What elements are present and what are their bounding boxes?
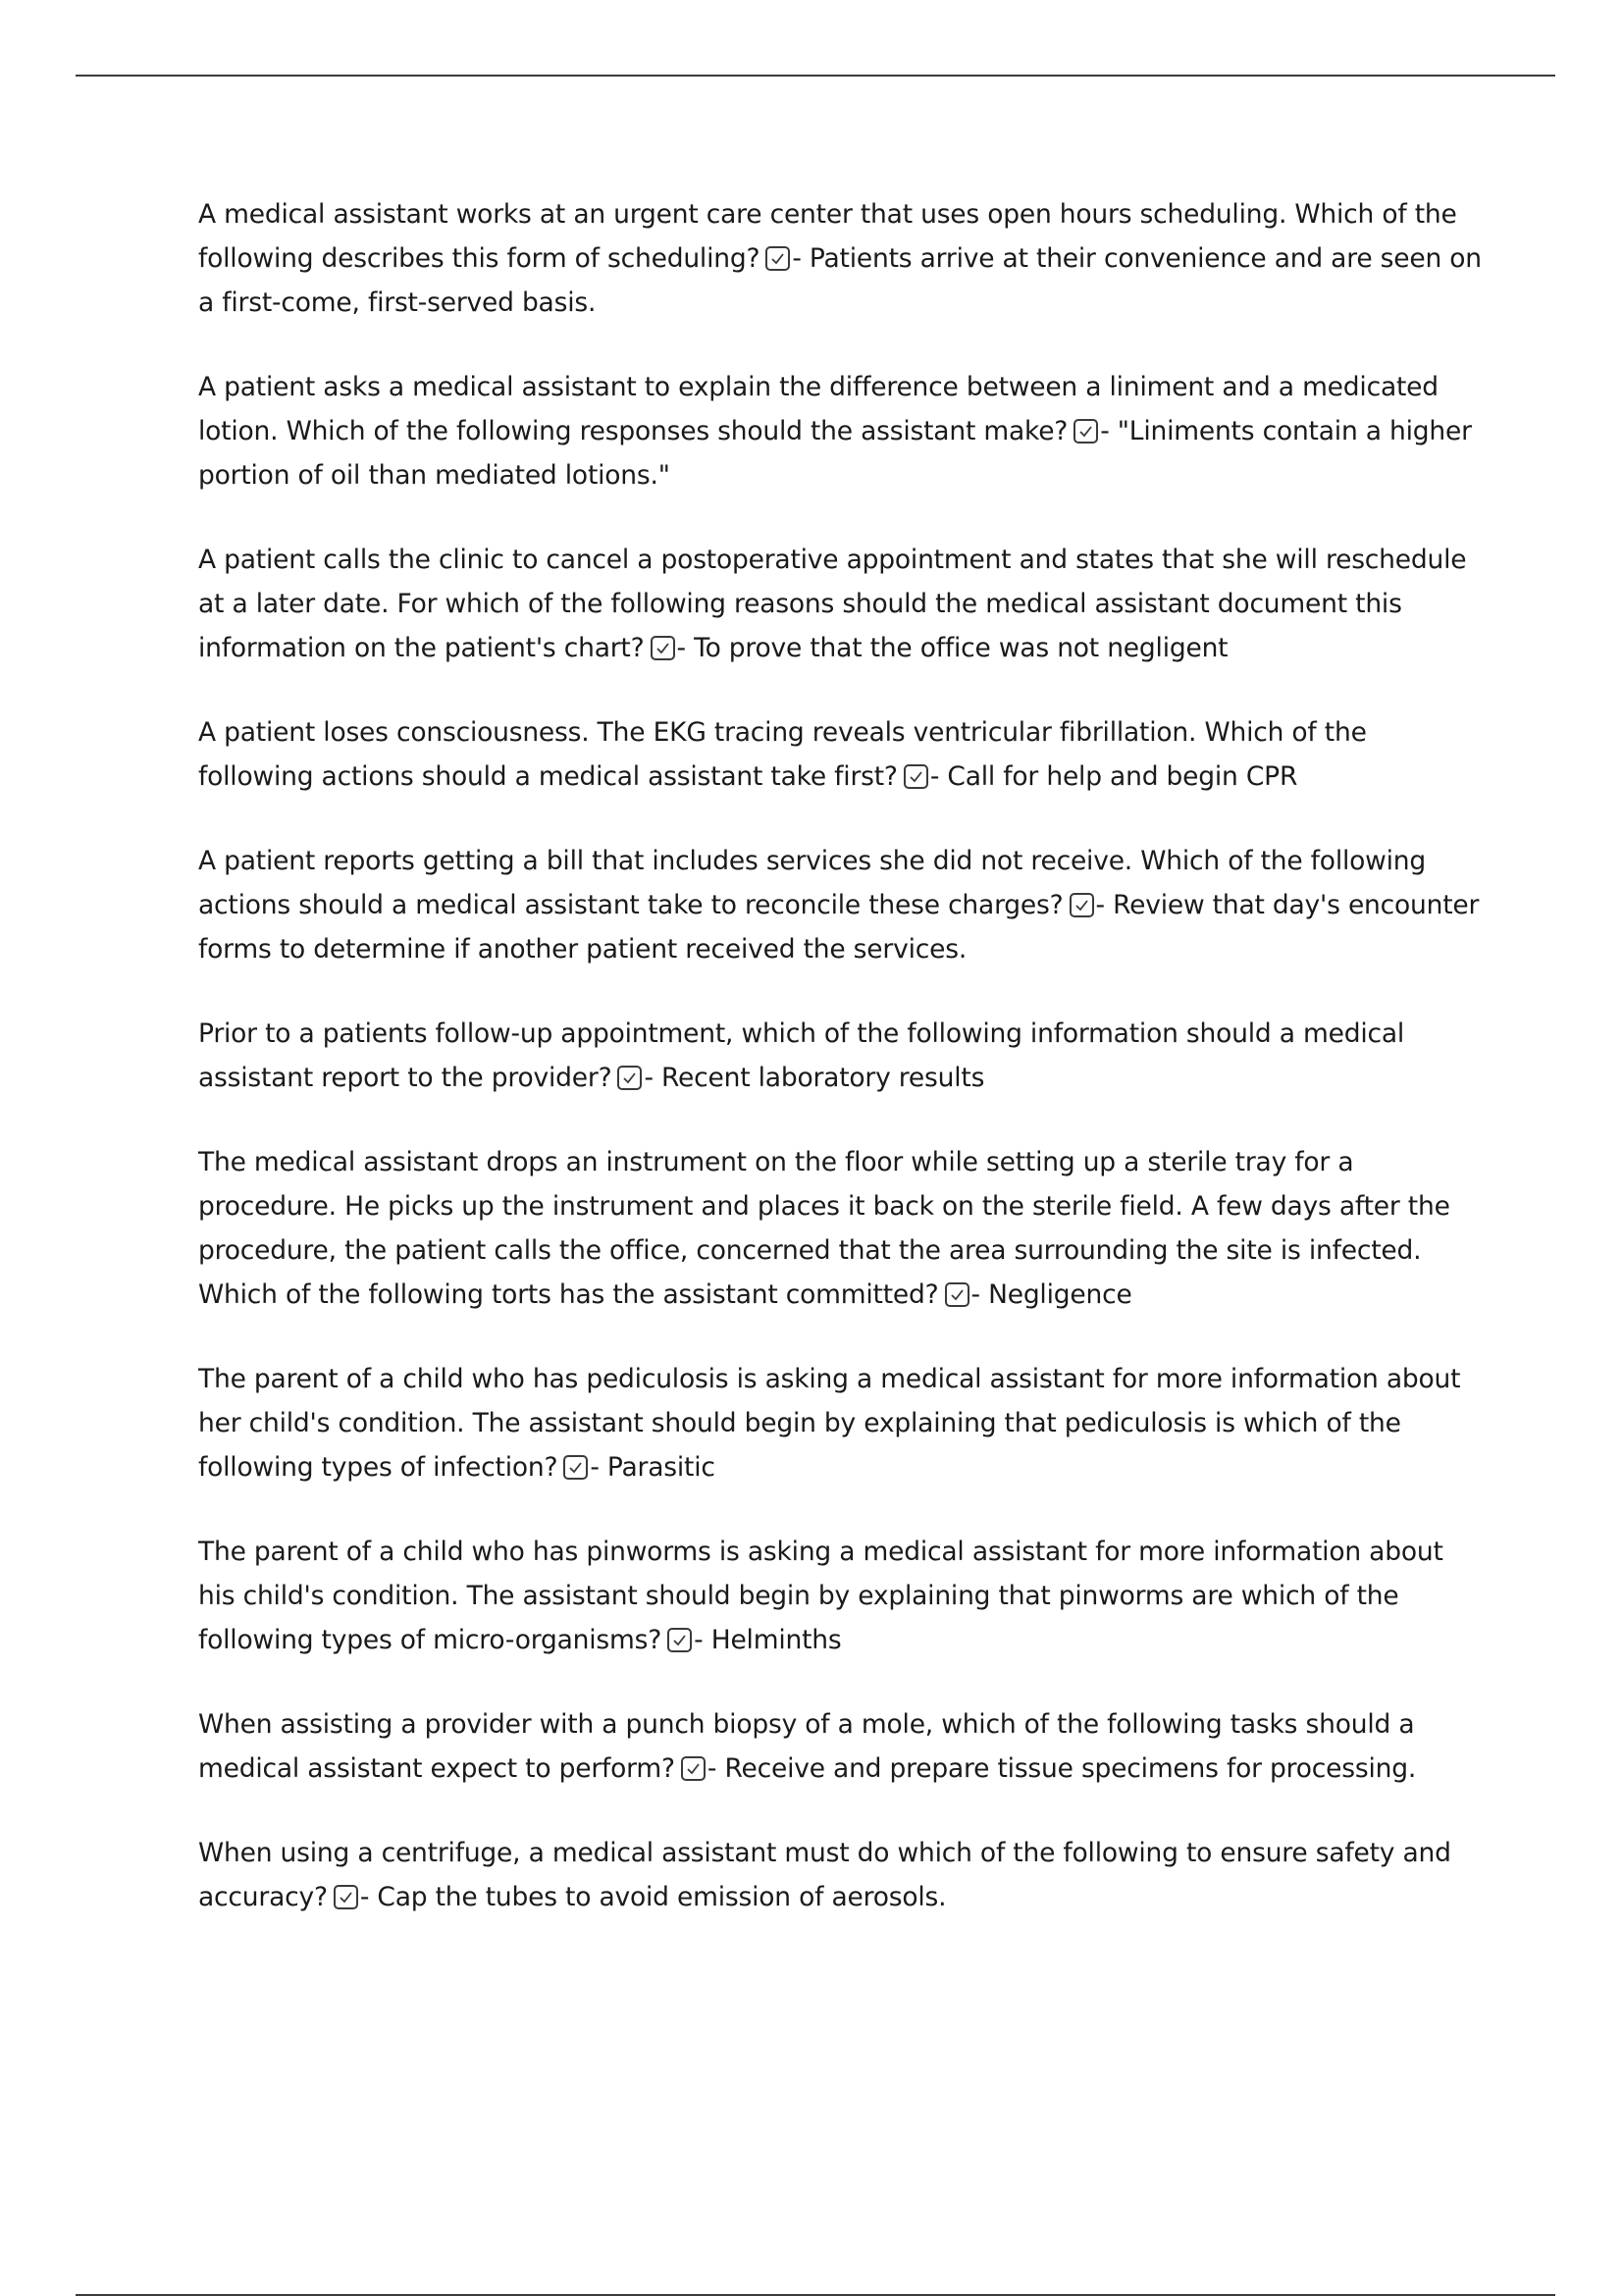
qa-item bbox=[198, 538, 1484, 670]
qa-item bbox=[198, 1831, 1484, 1919]
question-text: When assisting a provider with a punch biopsy of a mole, which of the following tasks should a medical assistant expect to perform? bbox=[198, 1709, 1415, 1784]
answer-text: - Cap the tubes to avoid emission of aerosols. bbox=[359, 1882, 947, 1912]
checkbox-checked-icon bbox=[617, 1066, 642, 1090]
qa-item bbox=[198, 839, 1484, 971]
question-text: Prior to a patients follow-up appointment, which of the following information should a medical assistant report to the provider? bbox=[198, 1018, 1405, 1093]
checkbox-checked-icon bbox=[904, 764, 928, 789]
answer-text: - Negligence bbox=[970, 1279, 1132, 1310]
question-text: The parent of a child who has pinworms is asking a medical assistant for more information about his child's condition. The assistant should begin by explaining that pinworms are which of the following types of micro-organisms? bbox=[198, 1537, 1443, 1655]
question-text: A patient calls the clinic to cancel a postoperative appointment and states that she will reschedule at a later date. For which of the following reasons should the medical assistant document this information on the patient's chart? bbox=[198, 545, 1467, 663]
checkbox-checked-icon bbox=[681, 1756, 706, 1781]
checkbox-checked-icon bbox=[1073, 419, 1098, 444]
question-text: The parent of a child who has pediculosis is asking a medical assistant for more information about her child's condition. The assistant should begin by explaining that pediculosis is which of the following types of infection? bbox=[198, 1364, 1461, 1483]
question-text: A medical assistant works at an urgent care center that uses open hours scheduling. Which of the following describes this form of scheduling? bbox=[198, 199, 1457, 274]
qa-item bbox=[198, 192, 1484, 325]
answer-text: - Parasitic bbox=[590, 1452, 715, 1483]
answer-text: - To prove that the office was not negligent bbox=[676, 633, 1229, 663]
qa-item bbox=[198, 1702, 1484, 1791]
question-text: A patient reports getting a bill that includes services she did not receive. Which of the following actions should a medical assistant take to reconcile these charges? bbox=[198, 846, 1427, 920]
qa-item bbox=[198, 365, 1484, 497]
checkbox-checked-icon bbox=[765, 246, 790, 271]
checkbox-checked-icon bbox=[334, 1885, 358, 1909]
qa-item bbox=[198, 1140, 1484, 1317]
question-text: A patient loses consciousness. The EKG tracing reveals ventricular fibrillation. Which of the following actions should a medical assistant take first? bbox=[198, 717, 1367, 792]
checkbox-checked-icon bbox=[667, 1628, 692, 1652]
answer-text: - Call for help and begin CPR bbox=[929, 761, 1298, 792]
answer-text: - "Liniments contain a higher portion of oil than mediated lotions." bbox=[198, 416, 1472, 491]
question-text: A patient asks a medical assistant to explain the difference between a liniment and a medicated lotion. Which of the following responses should the assistant make? bbox=[198, 372, 1439, 446]
answer-text: - Review that day's encounter forms to determine if another patient received the services. bbox=[198, 890, 1480, 965]
answer-text: - Patients arrive at their convenience and are seen on a first-come, first-served basis. bbox=[198, 243, 1482, 318]
answer-text: - Helminths bbox=[694, 1625, 842, 1655]
qa-item bbox=[198, 710, 1484, 799]
qa-item bbox=[198, 1530, 1484, 1662]
answer-text: - Receive and prepare tissue specimens for processing. bbox=[707, 1753, 1417, 1784]
qa-list bbox=[198, 192, 1484, 1959]
question-text: The medical assistant drops an instrument on the floor while setting up a sterile tray for a procedure. He picks up the instrument and places it back on the sterile field. A few days after the procedure, the patient calls the office, concerned that the area surrounding the site is infected. Which of the following torts has the assistant committed? bbox=[198, 1147, 1450, 1310]
checkbox-checked-icon bbox=[945, 1282, 969, 1307]
header-rule bbox=[76, 75, 1555, 77]
answer-text: - Recent laboratory results bbox=[644, 1063, 985, 1093]
qa-item bbox=[198, 1012, 1484, 1100]
question-text: When using a centrifuge, a medical assistant must do which of the following to ensure safety and accuracy? bbox=[198, 1838, 1451, 1912]
checkbox-checked-icon bbox=[1070, 893, 1094, 917]
checkbox-checked-icon bbox=[651, 636, 675, 660]
qa-item bbox=[198, 1357, 1484, 1489]
checkbox-checked-icon bbox=[563, 1455, 588, 1480]
